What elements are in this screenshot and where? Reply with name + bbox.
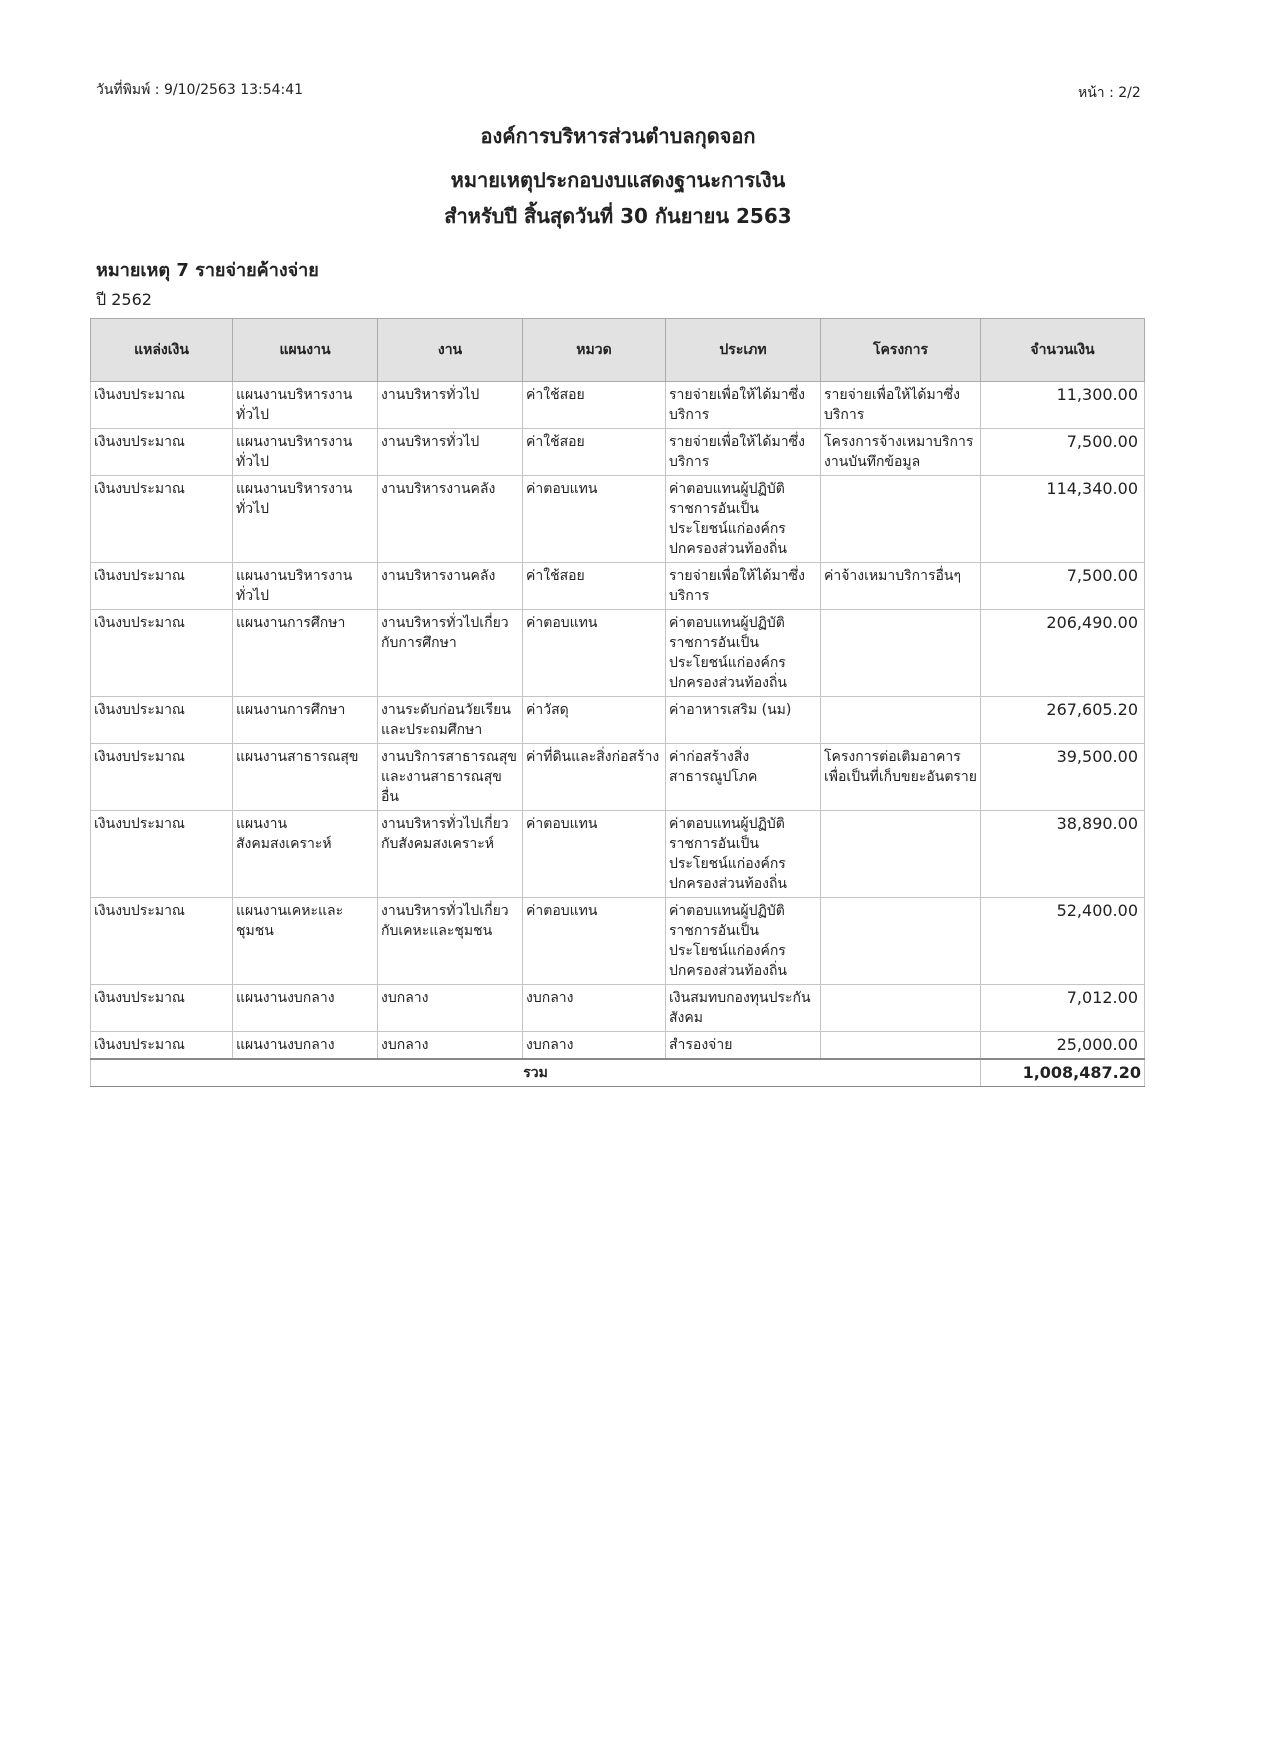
- cell-type: เงินสมทบกองทุนประกันสังคม: [666, 985, 821, 1032]
- table-row: [91, 429, 1145, 476]
- cell-amount: 11,300.00: [981, 382, 1145, 429]
- cell-amount: 7,012.00: [981, 985, 1145, 1032]
- cell-funding-source: เงินงบประมาณ: [91, 429, 233, 476]
- cell-amount: 38,890.00: [981, 811, 1145, 898]
- cell-category: ค่าใช้สอย: [523, 563, 666, 610]
- cell-task: งานบริหารงานคลัง: [378, 476, 523, 563]
- cell-plan: แผนงานบริหารงานทั่วไป: [233, 382, 378, 429]
- cell-funding-source: เงินงบประมาณ: [91, 898, 233, 985]
- cell-category: ค่าที่ดินและสิ่งก่อสร้าง: [523, 744, 666, 811]
- cell-funding-source: เงินงบประมาณ: [91, 811, 233, 898]
- cell-funding-source: เงินงบประมาณ: [91, 744, 233, 811]
- cell-type: ค่าตอบแทนผู้ปฏิบัติราชการอันเป็นประโยชน์แก่องค์กรปกครองส่วนท้องถิ่น: [666, 898, 821, 985]
- cell-project: ค่าจ้างเหมาบริการอื่นๆ: [821, 563, 981, 610]
- cell-project: [821, 811, 981, 898]
- report-title: หมายเหตุประกอบงบแสดงฐานะการเงิน: [450, 168, 786, 192]
- cell-task: งานบริหารทั่วไปเกี่ยวกับการศึกษา: [378, 610, 523, 697]
- header-category: หมวด: [523, 319, 666, 382]
- cell-amount: 7,500.00: [981, 429, 1145, 476]
- cell-plan: แผนงานงบกลาง: [233, 1032, 378, 1060]
- table-row: [91, 744, 1145, 811]
- cell-project: [821, 697, 981, 744]
- report-period: สำหรับปี สิ้นสุดวันที่ 30 กันยายน 2563: [444, 204, 792, 228]
- table-row: [91, 382, 1145, 429]
- cell-category: ค่าใช้สอย: [523, 429, 666, 476]
- cell-plan: แผนงานการศึกษา: [233, 610, 378, 697]
- cell-task: งบกลาง: [378, 1032, 523, 1060]
- table-row: [91, 811, 1145, 898]
- cell-amount: 25,000.00: [981, 1032, 1145, 1060]
- header-amount: จำนวนเงิน: [981, 319, 1145, 382]
- total-label: รวม: [91, 1059, 981, 1087]
- cell-plan: แผนงานเคหะและชุมชน: [233, 898, 378, 985]
- table-row: [91, 697, 1145, 744]
- header-task: งาน: [378, 319, 523, 382]
- table-row: [91, 898, 1145, 985]
- total-amount: 1,008,487.20: [981, 1059, 1145, 1087]
- table-row: [91, 985, 1145, 1032]
- cell-funding-source: เงินงบประมาณ: [91, 476, 233, 563]
- cell-amount: 7,500.00: [981, 563, 1145, 610]
- cell-task: งานบริหารทั่วไป: [378, 382, 523, 429]
- cell-plan: แผนงานงบกลาง: [233, 985, 378, 1032]
- cell-amount: 267,605.20: [981, 697, 1145, 744]
- cell-type: ค่าตอบแทนผู้ปฏิบัติราชการอันเป็นประโยชน์แก่องค์กรปกครองส่วนท้องถิ่น: [666, 610, 821, 697]
- note-title: หมายเหตุ 7 รายจ่ายค้างจ่าย: [96, 260, 319, 281]
- cell-project: [821, 985, 981, 1032]
- table-header-row: [91, 319, 1145, 382]
- cell-project: [821, 476, 981, 563]
- total-row: [91, 1059, 1145, 1087]
- cell-funding-source: เงินงบประมาณ: [91, 697, 233, 744]
- cell-category: ค่าตอบแทน: [523, 811, 666, 898]
- cell-type: รายจ่ายเพื่อให้ได้มาซึ่งบริการ: [666, 382, 821, 429]
- cell-task: งานบริหารทั่วไปเกี่ยวกับสังคมสงเคราะห์: [378, 811, 523, 898]
- accrued-expenses-table: [90, 318, 1145, 1087]
- table-row: [91, 563, 1145, 610]
- cell-amount: 206,490.00: [981, 610, 1145, 697]
- cell-category: ค่าตอบแทน: [523, 610, 666, 697]
- cell-type: รายจ่ายเพื่อให้ได้มาซึ่งบริการ: [666, 563, 821, 610]
- cell-funding-source: เงินงบประมาณ: [91, 1032, 233, 1060]
- header-type: ประเภท: [666, 319, 821, 382]
- cell-task: งานบริหารงานคลัง: [378, 563, 523, 610]
- cell-plan: แผนงานบริหารงานทั่วไป: [233, 476, 378, 563]
- cell-project: โครงการต่อเติมอาคารเพื่อเป็นที่เก็บขยะอันตราย: [821, 744, 981, 811]
- cell-project: รายจ่ายเพื่อให้ได้มาซึ่งบริการ: [821, 382, 981, 429]
- header-funding-source: แหล่งเงิน: [91, 319, 233, 382]
- cell-type: ค่าตอบแทนผู้ปฏิบัติราชการอันเป็นประโยชน์แก่องค์กรปกครองส่วนท้องถิ่น: [666, 811, 821, 898]
- table-row: [91, 610, 1145, 697]
- cell-category: ค่าตอบแทน: [523, 476, 666, 563]
- cell-project: [821, 898, 981, 985]
- cell-type: ค่าตอบแทนผู้ปฏิบัติราชการอันเป็นประโยชน์แก่องค์กรปกครองส่วนท้องถิ่น: [666, 476, 821, 563]
- cell-plan: แผนงานสังคมสงเคราะห์: [233, 811, 378, 898]
- cell-task: งานบริหารทั่วไป: [378, 429, 523, 476]
- cell-funding-source: เงินงบประมาณ: [91, 610, 233, 697]
- cell-project: [821, 1032, 981, 1060]
- cell-plan: แผนงานบริหารงานทั่วไป: [233, 429, 378, 476]
- page-number: หน้า : 2/2: [1078, 85, 1141, 101]
- cell-type: รายจ่ายเพื่อให้ได้มาซึ่งบริการ: [666, 429, 821, 476]
- organization-title: องค์การบริหารส่วนตำบลกุดจอก: [480, 124, 756, 148]
- cell-type: ค่าก่อสร้างสิ่งสาธารณูปโภค: [666, 744, 821, 811]
- cell-project: [821, 610, 981, 697]
- print-date: วันที่พิมพ์ : 9/10/2563 13:54:41: [96, 82, 304, 98]
- cell-category: ค่าวัสดุ: [523, 697, 666, 744]
- table-row: [91, 1032, 1145, 1060]
- cell-project: โครงการจ้างเหมาบริการงานบันทึกข้อมูล: [821, 429, 981, 476]
- cell-task: งานบริหารทั่วไปเกี่ยวกับเคหะและชุมชน: [378, 898, 523, 985]
- cell-amount: 39,500.00: [981, 744, 1145, 811]
- cell-task: งบกลาง: [378, 985, 523, 1032]
- cell-category: งบกลาง: [523, 985, 666, 1032]
- cell-plan: แผนงานสาธารณสุข: [233, 744, 378, 811]
- note-year: ปี 2562: [96, 290, 152, 309]
- cell-amount: 114,340.00: [981, 476, 1145, 563]
- cell-category: ค่าใช้สอย: [523, 382, 666, 429]
- cell-task: งานบริการสาธารณสุขและงานสาธารณสุขอื่น: [378, 744, 523, 811]
- cell-plan: แผนงานบริหารงานทั่วไป: [233, 563, 378, 610]
- cell-amount: 52,400.00: [981, 898, 1145, 985]
- cell-type: ค่าอาหารเสริม (นม): [666, 697, 821, 744]
- cell-type: สำรองจ่าย: [666, 1032, 821, 1060]
- cell-category: ค่าตอบแทน: [523, 898, 666, 985]
- header-plan: แผนงาน: [233, 319, 378, 382]
- cell-funding-source: เงินงบประมาณ: [91, 985, 233, 1032]
- header-project: โครงการ: [821, 319, 981, 382]
- cell-funding-source: เงินงบประมาณ: [91, 382, 233, 429]
- table-row: [91, 476, 1145, 563]
- cell-plan: แผนงานการศึกษา: [233, 697, 378, 744]
- cell-category: งบกลาง: [523, 1032, 666, 1060]
- cell-task: งานระดับก่อนวัยเรียนและประถมศึกษา: [378, 697, 523, 744]
- cell-funding-source: เงินงบประมาณ: [91, 563, 233, 610]
